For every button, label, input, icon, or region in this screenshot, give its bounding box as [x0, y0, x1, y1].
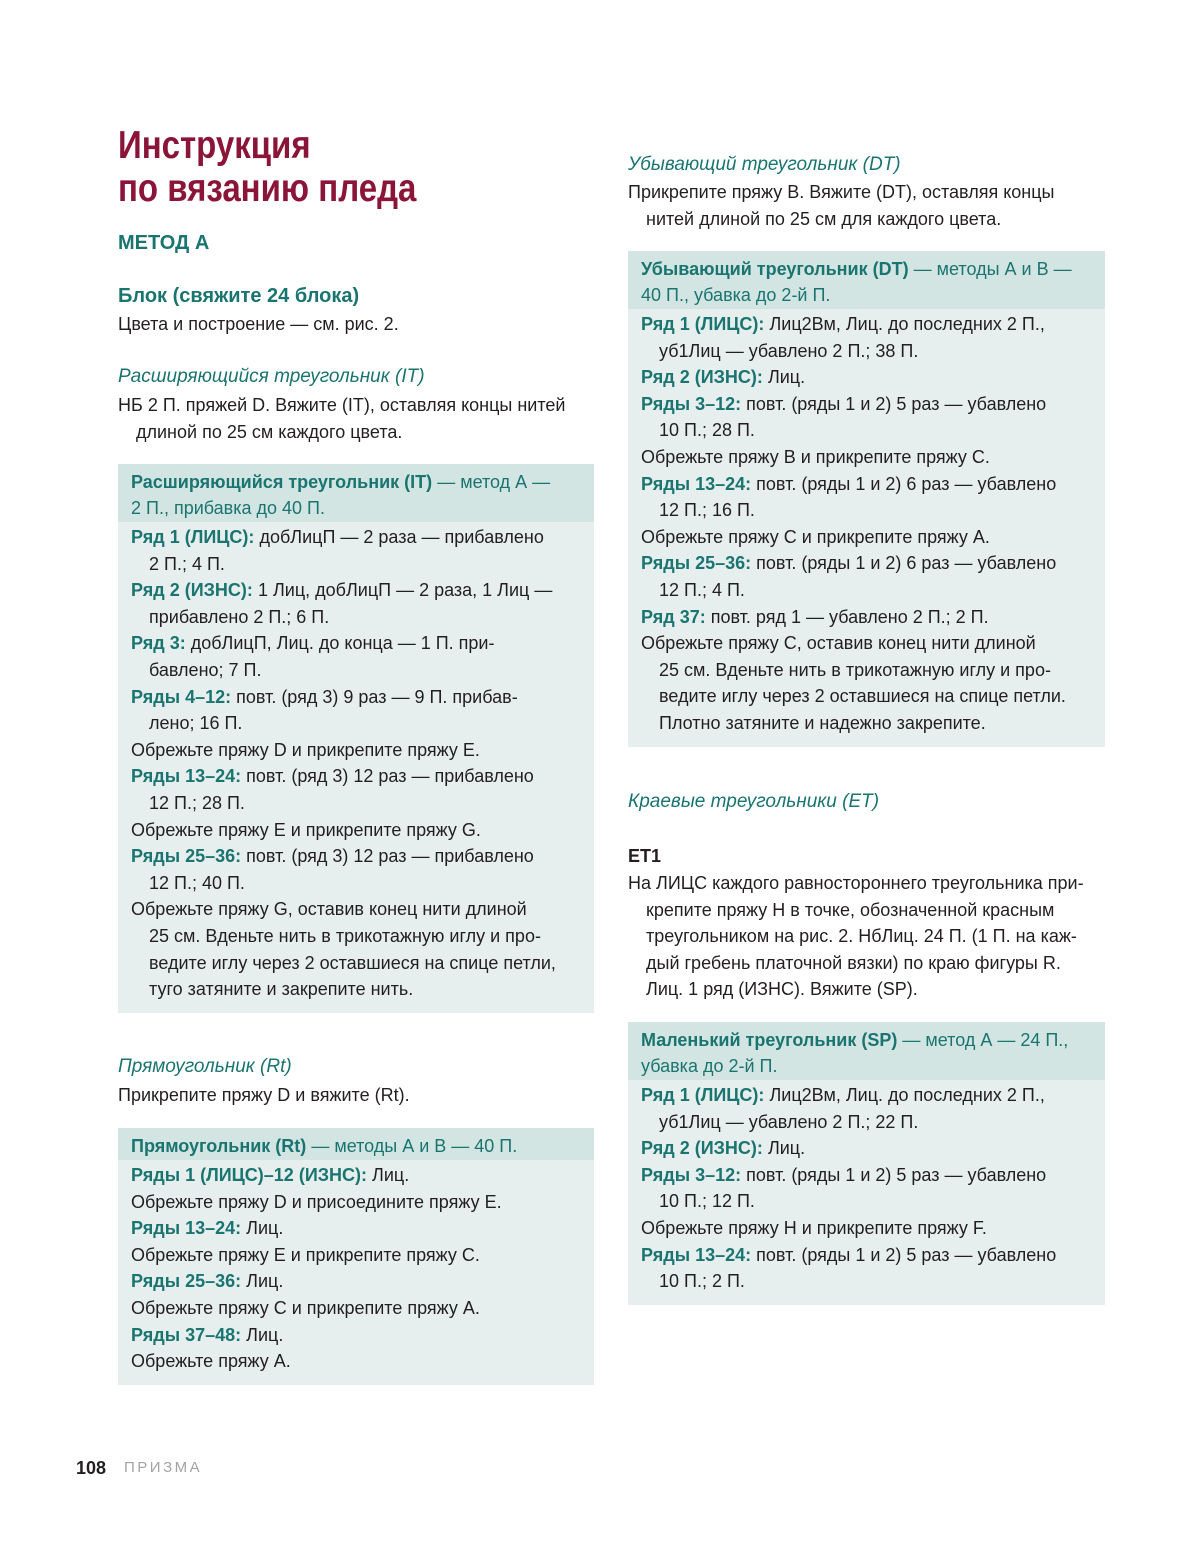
continuation-line	[628, 206, 1105, 233]
page-title	[118, 123, 594, 209]
first-line	[131, 896, 581, 923]
first-line	[131, 1295, 581, 1322]
rt-box-header	[118, 1128, 594, 1160]
instruction-row	[131, 1322, 581, 1349]
row-label: Ряды 25–36:	[641, 553, 752, 574]
instruction-row	[641, 364, 1092, 391]
box-header-subtitle: убавка до 2-й П.	[641, 1056, 778, 1076]
first-line	[131, 1348, 581, 1375]
line-text: Прикрепите пряжу D и вяжите (Rt).	[118, 1085, 410, 1105]
line-text: Лиц2Вм, Лиц. до последних 2 П.,	[769, 314, 1045, 334]
line-text: Лиц.	[246, 1271, 284, 1292]
first-line	[131, 763, 581, 790]
instruction-row	[131, 1242, 581, 1269]
row-label: Ряды 1 (ЛИЦС)–12 (ИЗНС):	[131, 1165, 368, 1185]
box-header-line	[641, 256, 1092, 282]
line-text: Лиц.	[372, 1165, 410, 1185]
row-label: Ряды 25–36:	[131, 846, 242, 867]
it-heading: Расширяющийся треугольник (IT)	[118, 366, 425, 387]
page-number: 108	[76, 1458, 107, 1478]
first-line	[131, 630, 581, 657]
row-label: Ряд 1 (ЛИЦС):	[641, 314, 765, 334]
instruction-row	[131, 817, 581, 844]
dt-box-header	[628, 251, 1105, 309]
box-header-subtitle: 40 П., убавка до 2-й П.	[641, 285, 831, 305]
box-header-title: Расширяющийся треугольник (IT)	[131, 472, 433, 492]
line-text: Плотно затяните и надежно закрепите.	[659, 712, 986, 733]
row-label: Ряды 4–12:	[131, 686, 232, 707]
row-label: Ряды 13–24:	[641, 473, 752, 494]
row-label: Ряд 2 (ИЗНС):	[131, 580, 253, 601]
it-box-rows	[118, 522, 594, 1013]
line-text: Лиц. 1 ряд (ИЗНС). Вяжите (SP).	[646, 979, 918, 1000]
box-header-title: Маленький треугольник (SP)	[641, 1030, 898, 1050]
first-line	[641, 604, 1092, 631]
line-text: уб1Лиц — убавлено 2 П.; 38 П.	[659, 340, 919, 361]
instruction-row	[131, 896, 581, 1002]
instruction-row	[131, 1215, 581, 1242]
instruction-row	[641, 391, 1092, 444]
line-text: повт. (ряд 3) 12 раз — прибавлено	[246, 846, 534, 867]
instruction-row	[641, 1242, 1092, 1295]
box-header-title: Прямоугольник (Rt)	[131, 1136, 307, 1156]
first-line	[131, 1189, 581, 1216]
line-text: Обрежьте пряжу B и прикрепите пряжу C.	[641, 446, 990, 467]
dt-box-rows	[628, 309, 1105, 747]
it-instruction-box	[118, 464, 594, 1013]
line-text: добЛицП, Лиц. до конца — 1 П. при-	[190, 633, 495, 654]
instruction-row	[641, 550, 1092, 603]
sp-box-header	[628, 1022, 1105, 1080]
continuation-line	[131, 657, 581, 684]
line-text: Обрежьте пряжу C и прикрепите пряжу A.	[131, 1297, 480, 1318]
paragraph	[118, 1082, 594, 1109]
instruction-row	[641, 630, 1092, 736]
instruction-row	[131, 763, 581, 816]
first-line	[131, 684, 581, 711]
row-label: Ряды 13–24:	[131, 766, 242, 787]
instruction-row	[131, 1268, 581, 1295]
line-text: нитей длиной по 25 см для каждого цвета.	[646, 208, 1002, 229]
line-text: Лиц.	[767, 1138, 806, 1159]
rt-instruction-box	[118, 1128, 594, 1385]
page-title-line-1: Инструкция	[118, 122, 311, 167]
line-text: повт. (ряд 3) 12 раз — прибавлено	[246, 766, 534, 787]
instruction-row	[641, 1162, 1092, 1215]
paragraph	[628, 179, 1105, 232]
line-text: ведите иглу через 2 оставшиеся на спице петли.	[659, 686, 1066, 707]
line-text: Лиц.	[767, 367, 806, 388]
continuation-line	[131, 710, 581, 737]
instruction-row	[131, 577, 581, 630]
sp-instruction-box	[628, 1022, 1105, 1305]
line-text: длиной по 25 см каждого цвета.	[136, 421, 403, 442]
line-text: повт. (ряды 1 и 2) 5 раз — убавлено	[746, 1164, 1047, 1185]
row-label: Ряды 25–36:	[131, 1271, 242, 1292]
continuation-line	[131, 950, 581, 977]
box-header-line	[641, 282, 1092, 308]
row-label: Ряды 3–12:	[641, 1164, 742, 1185]
box-header-subtitle: — методы А и В — 40 П.	[311, 1136, 518, 1156]
line-text: Обрежьте пряжу C, оставив конец нити длиной	[641, 633, 1036, 654]
continuation-line	[641, 417, 1092, 444]
box-header-subtitle: — метод А — 24 П.,	[902, 1030, 1069, 1050]
first-line	[131, 577, 581, 604]
paragraph	[118, 392, 594, 445]
line-text: повт. (ряды 1 и 2) 5 раз — убавлено	[746, 393, 1047, 414]
line-text: добЛицП — 2 раза — прибавлено	[259, 527, 544, 547]
first-line	[641, 1242, 1092, 1269]
paragraph	[628, 870, 1105, 1003]
line-text: 10 П.; 2 П.	[659, 1271, 745, 1292]
row-label: Ряд 1 (ЛИЦС):	[641, 1085, 765, 1105]
line-text: повт. (ряды 1 и 2) 6 раз — убавлено	[756, 473, 1057, 494]
line-text: крепите пряжу H в точке, обозначенной красным	[646, 899, 1055, 920]
instruction-row	[131, 1189, 581, 1216]
sp-box-rows	[628, 1080, 1105, 1305]
instruction-row	[641, 311, 1092, 364]
instruction-row	[641, 444, 1092, 471]
line-text: Обрежьте пряжу A.	[131, 1351, 291, 1372]
line-text: Обрежьте пряжу D и присоедините пряжу E.	[131, 1191, 502, 1212]
line-text: прибавлено 2 П.; 6 П.	[149, 606, 330, 627]
box-header-subtitle: — методы А и В —	[913, 259, 1072, 279]
continuation-line	[641, 683, 1092, 710]
continuation-line	[131, 551, 581, 578]
first-line	[628, 179, 1105, 206]
line-text: 10 П.; 28 П.	[659, 420, 755, 441]
line-text: Обрежьте пряжу D и прикрепите пряжу E.	[131, 739, 480, 760]
row-label: Ряд 1 (ЛИЦС):	[131, 527, 255, 547]
continuation-line	[628, 923, 1105, 950]
box-header-subtitle: 2 П., прибавка до 40 П.	[131, 498, 325, 518]
first-line	[118, 1082, 594, 1109]
et1-intro	[628, 870, 1105, 1003]
line-text: Обрежьте пряжу E и прикрепите пряжу C.	[131, 1244, 480, 1265]
et1-label: ET1	[628, 846, 662, 866]
row-label: Ряд 2 (ИЗНС):	[641, 367, 763, 388]
line-text: 25 см. Вденьте нить в трикотажную иглу и про-	[659, 659, 1051, 680]
first-line	[131, 737, 581, 764]
line-text: 2 П.; 4 П.	[149, 553, 225, 574]
instruction-row	[641, 471, 1092, 524]
continuation-line	[641, 1109, 1092, 1136]
line-text: Обрежьте пряжу C и прикрепите пряжу A.	[641, 526, 990, 547]
line-text: 12 П.; 16 П.	[659, 500, 755, 521]
line-text: Обрежьте пряжу E и прикрепите пряжу G.	[131, 819, 481, 840]
first-line	[131, 1268, 581, 1295]
line-text: Лиц2Вм, Лиц. до последних 2 П.,	[769, 1085, 1045, 1105]
box-header-line	[131, 1133, 581, 1159]
line-text: Обрежьте пряжу G, оставив конец нити длиной	[131, 899, 527, 920]
first-line	[131, 1215, 581, 1242]
line-text: повт. (ряд 3) 9 раз — 9 П. прибав-	[236, 686, 518, 707]
continuation-line	[131, 976, 581, 1003]
first-line	[641, 471, 1092, 498]
et-heading: Краевые треугольники (ET)	[628, 791, 880, 812]
line-text: Лиц.	[246, 1324, 284, 1345]
box-header-line	[131, 495, 581, 521]
instruction-row	[131, 737, 581, 764]
line-text: 10 П.; 12 П.	[659, 1191, 755, 1212]
line-text: лено; 16 П.	[149, 713, 243, 734]
line-text: НБ 2 П. пряжей D. Вяжите (IT), оставляя концы нитей	[118, 395, 566, 415]
line-text: Лиц.	[246, 1218, 284, 1239]
line-text: 12 П.; 40 П.	[149, 872, 245, 893]
continuation-line	[641, 710, 1092, 737]
continuation-line	[131, 870, 581, 897]
line-text: 25 см. Вденьте нить в трикотажную иглу и про-	[149, 925, 541, 946]
first-line	[641, 1215, 1092, 1242]
continuation-line	[118, 419, 594, 446]
instruction-row	[131, 684, 581, 737]
block-heading: Блок (свяжите 24 блока)	[118, 285, 360, 307]
first-line	[641, 444, 1092, 471]
continuation-line	[131, 923, 581, 950]
line-text: дый гребень платочной вязки) по краю фигуры R.	[646, 952, 1061, 973]
first-line	[641, 550, 1092, 577]
instruction-row	[641, 604, 1092, 631]
box-header-subtitle: — метод А —	[437, 472, 551, 492]
continuation-line	[641, 657, 1092, 684]
continuation-line	[628, 976, 1105, 1003]
row-label: Ряд 37:	[641, 606, 706, 627]
continuation-line	[628, 950, 1105, 977]
instruction-row	[131, 630, 581, 683]
dt-intro	[628, 179, 1105, 232]
continuation-line	[131, 604, 581, 631]
line-text: Прикрепите пряжу B. Вяжите (DT), оставляя концы	[628, 182, 1055, 202]
row-label: Ряды 13–24:	[131, 1218, 242, 1239]
first-line	[131, 1322, 581, 1349]
row-label: Ряд 2 (ИЗНС):	[641, 1138, 763, 1159]
continuation-line	[131, 790, 581, 817]
block-text-line: Цвета и построение — см. рис. 2.	[118, 314, 399, 334]
rt-intro	[118, 1082, 594, 1109]
it-intro	[118, 392, 594, 445]
instruction-row	[131, 524, 581, 577]
line-text: ведите иглу через 2 оставшиеся на спице петли,	[149, 952, 556, 973]
first-line	[641, 1135, 1092, 1162]
line-text: уб1Лиц — убавлено 2 П.; 22 П.	[659, 1111, 919, 1132]
instruction-row	[641, 1215, 1092, 1242]
line-text: туго затяните и закрепите нить.	[149, 979, 414, 1000]
instruction-row	[641, 1082, 1092, 1135]
rt-heading: Прямоугольник (Rt)	[118, 1056, 292, 1077]
instruction-row	[131, 843, 581, 896]
line-text: повт. ряд 1 — убавлено 2 П.; 2 П.	[710, 606, 989, 627]
first-line	[641, 311, 1092, 338]
magazine-name: ПРИЗМА	[124, 1459, 203, 1476]
box-header-line	[641, 1053, 1092, 1079]
continuation-line	[641, 497, 1092, 524]
instruction-row	[641, 524, 1092, 551]
first-line	[131, 524, 581, 551]
line-text: повт. (ряды 1 и 2) 5 раз — убавлено	[756, 1244, 1057, 1265]
row-label: Ряды 13–24:	[641, 1244, 752, 1265]
box-header-line	[131, 469, 581, 495]
continuation-line	[641, 1188, 1092, 1215]
first-line	[131, 1242, 581, 1269]
line-text: Обрежьте пряжу H и прикрепите пряжу F.	[641, 1217, 987, 1238]
first-line	[641, 1082, 1092, 1109]
first-line	[641, 391, 1092, 418]
first-line	[118, 392, 594, 419]
dt-heading: Убывающий треугольник (DT)	[628, 154, 901, 175]
line-text: 12 П.; 4 П.	[659, 579, 745, 600]
line-text: 1 Лиц, добЛицП — 2 раза, 1 Лиц —	[257, 580, 553, 601]
page-title-line-2: по вязанию пледа	[118, 165, 417, 210]
continuation-line	[641, 338, 1092, 365]
line-text: На ЛИЦС каждого равностороннего треугольника при-	[628, 873, 1084, 893]
block-text	[118, 311, 594, 338]
first-line	[641, 524, 1092, 551]
first-line	[641, 630, 1092, 657]
row-label: Ряд 3:	[131, 633, 186, 654]
line-text: 12 П.; 28 П.	[149, 792, 245, 813]
instruction-row	[131, 1295, 581, 1322]
first-line	[131, 1162, 581, 1189]
continuation-line	[641, 1268, 1092, 1295]
first-line	[641, 1162, 1092, 1189]
box-header-line	[641, 1027, 1092, 1053]
continuation-line	[641, 577, 1092, 604]
instruction-row	[131, 1162, 581, 1189]
row-label: Ряды 37–48:	[131, 1324, 242, 1345]
box-header-title: Убывающий треугольник (DT)	[641, 259, 909, 279]
line-text: треугольником на рис. 2. НбЛиц. 24 П. (1 П. на каж-	[646, 926, 1077, 947]
line-text: бавлено; 7 П.	[149, 659, 262, 680]
continuation-line	[628, 897, 1105, 924]
rt-box-rows	[118, 1160, 594, 1385]
method-heading: МЕТОД А	[118, 232, 210, 254]
row-label: Ряды 3–12:	[641, 393, 742, 414]
first-line	[131, 817, 581, 844]
instruction-row	[641, 1135, 1092, 1162]
instruction-row	[131, 1348, 581, 1375]
dt-instruction-box	[628, 251, 1105, 747]
first-line	[641, 364, 1092, 391]
first-line	[628, 870, 1105, 897]
line-text: повт. (ряды 1 и 2) 6 раз — убавлено	[756, 553, 1057, 574]
first-line	[131, 843, 581, 870]
it-box-header	[118, 464, 594, 522]
